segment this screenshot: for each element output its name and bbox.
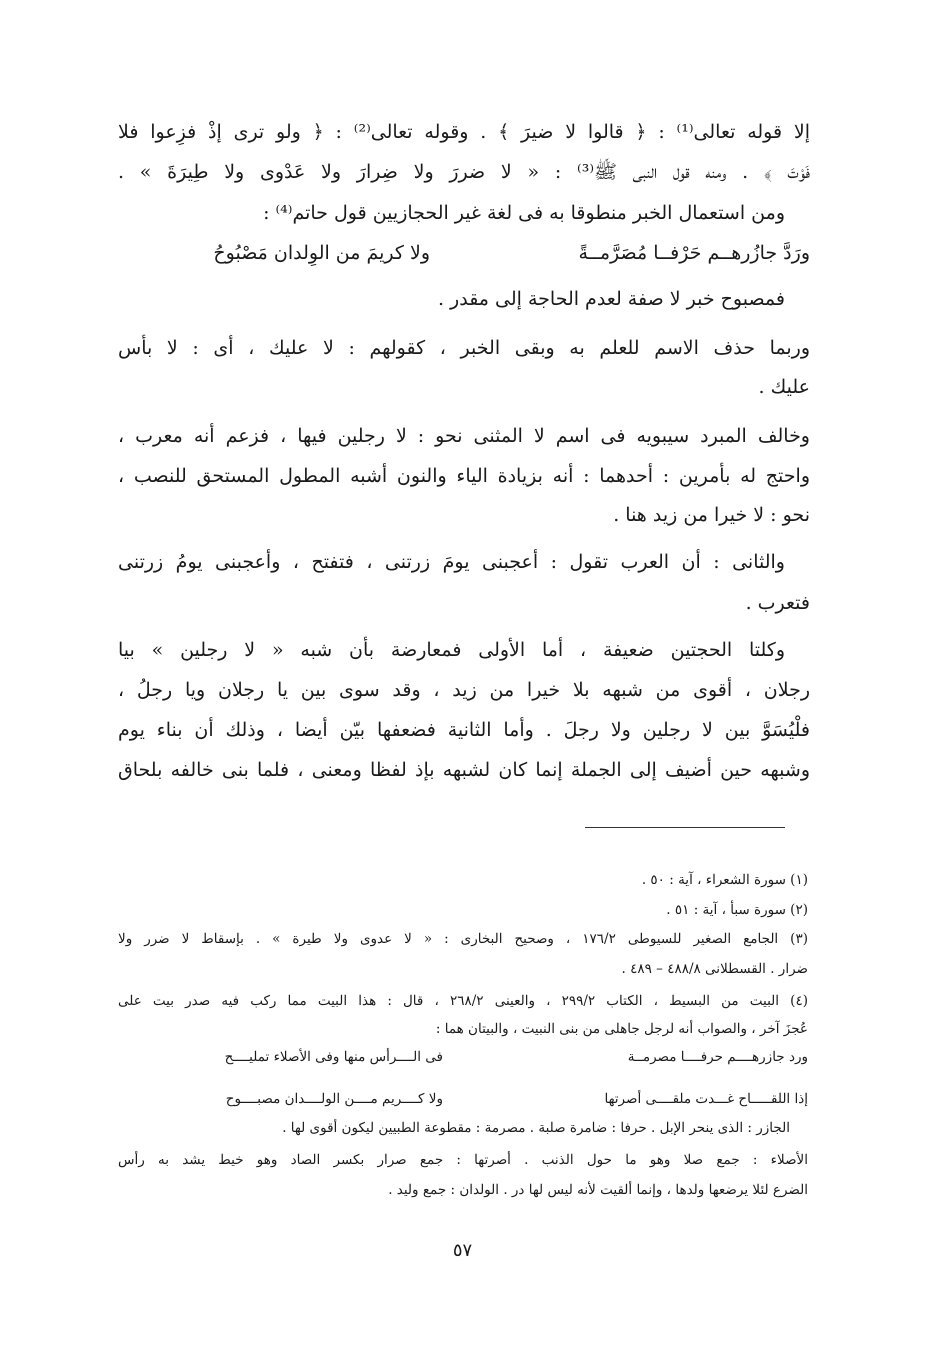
- footnote-4-line-5: الضرع لئلا يرضعها ولدها ، وإنما ألقيت لأنه ليس لها در . الولدان : جمع وليد .: [388, 1182, 808, 1198]
- body-line-5: فمصبوح خبر لا صفة لعدم الحاجة إلى مقدر .: [437, 288, 785, 310]
- footnote-4-line-4: الأصلاء : جمع صلا وهو ما حول الذنب . أصرتها : جمع صرار بكسر الصاد وهو خيط يشد به رأس: [118, 1152, 808, 1168]
- body-line-15: فلْيُسَوَّ بين لا رجلين ولا رجلَ . وأما الثانية فضعفها بيّن أيضا ، وذلك أن بناء يوم: [118, 719, 810, 741]
- footnote-4-line-2: عُجزَ آخر ، والصواب أنه لرجل جاهلى من بنى النبيت ، والبيتان هما :: [435, 1021, 808, 1037]
- body-line-7: عليك .: [758, 376, 810, 398]
- body-line-16: وشبهه حين أضيف إلى الجملة إنما كان لشبهه بإذ لفظا ومعنى ، فلما بنى خالفه بلحاق: [118, 759, 810, 781]
- footnote-verse-2-left: ولا كــــريم مــــن الولــــدان مصبــــوح: [225, 1091, 443, 1107]
- footnote-verse-1-right: ورد جازرهــــم حرفــــا مصرمــة: [627, 1049, 808, 1065]
- footnote-verse-2-right: إذا اللقـــــاح غـــدت ملقــــى أصرتها: [604, 1091, 808, 1107]
- body-line-14: رجلان ، أقوى من شبهه بلا خيرا من زيد ، وقد سوى بين يا رجلان ويا رجلُ ،: [118, 679, 810, 701]
- body-line-8: وخالف المبرد سيبويه فى اسم لا المثنى نحو : لا رجلين فيها ، فزعم أنه معرب ،: [118, 425, 810, 447]
- footnote-3-line-2: ضرار . القسطلانى ٤٨٨/٨ – ٤٨٩ .: [621, 961, 808, 977]
- body-line-3: ومن استعمال الخبر منطوقا به فى لغة غير الحجازيين قول حاتم⁽⁴⁾ :: [263, 202, 785, 224]
- footnote-4-line-3: الجازر : الذى ينحر الإبل . حرفا : ضامرة صلبة . مصرمة : مقطوعة الطبيين ليكون أقوى لها .: [282, 1120, 790, 1136]
- body-line-9: واحتج له بأمرين : أحدهما : أنه بزيادة الياء والنون أشبه المطول المستحق للنصب ،: [118, 465, 810, 487]
- body-line-6: وربما حذف الاسم للعلم به وبقى الخبر ، كقولهم : لا عليك ، أى : لا بأس: [118, 337, 810, 359]
- footnote-4-line-1: (٤) البيت من البسيط ، الكتاب ٢٩٩/٢ ، والعينى ٢٦٨/٢ ، قال : هذا البيت مما ركب فيه صدر بيت على: [118, 993, 808, 1009]
- footnote-separator: [585, 827, 785, 828]
- footnote-1: (١) سورة الشعراء ، آية : ٥٠ .: [641, 872, 808, 888]
- body-line-12: فتعرب .: [745, 592, 810, 614]
- verse-hemistich-right: ورَدَّ جازُرهــم حَرْفــا مُصَرَّمــةً: [578, 242, 810, 264]
- page-number: ٥٧: [452, 1240, 473, 1261]
- body-line-2: فَوْتَ ﴾ . ومنه قول النبى ﷺ⁽³⁾ : « لا ضررَ ولا ضِرارَ ولا عَدْوى ولا طِيرَةَ » .: [118, 161, 811, 183]
- footnote-2: (٢) سورة سبأ ، آية : ٥١ .: [666, 902, 808, 918]
- body-line-13: وكلتا الحجتين ضعيفة ، أما الأولى فمعارضة بأن شبه « لا رجلين » بيا: [118, 639, 785, 661]
- body-line-11: والثانى : أن العرب تقول : أعجبنى يومَ زرتنى ، فتفتح ، وأعجبنى يومُ زرتنى: [118, 551, 785, 573]
- verse-hemistich-left: ولا كريمَ من الوِلدان مَصْبُوحُ: [213, 242, 430, 264]
- footnote-verse-1-left: فى الــــرأس منها وفى الأصلاء تمليــــح: [224, 1049, 443, 1065]
- body-line-1: إلا قوله تعالى⁽¹⁾ : ﴿ قالوا لا ضيرَ ﴾ . وقوله تعالى⁽²⁾ : ﴿ ولو ترى إذْ فزِعوا فلا: [118, 121, 810, 143]
- body-line-10: نحو : لا خيرا من زيد هنا .: [613, 504, 810, 526]
- footnote-3-line-1: (٣) الجامع الصغير للسيوطى ١٧٦/٢ ، وصحيح البخارى : « لا عدوى ولا طيرة » . بإسقاط لا ضرر ولا: [118, 931, 808, 947]
